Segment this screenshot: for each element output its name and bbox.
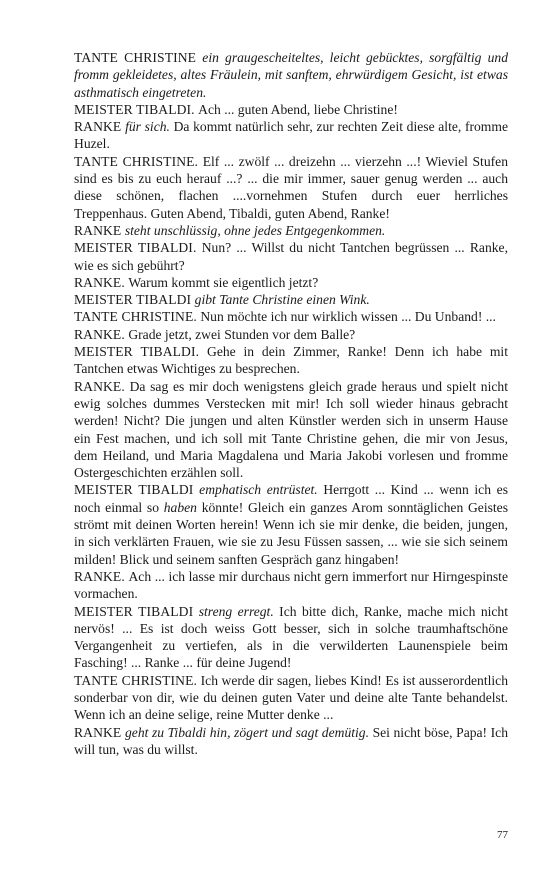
stage-direction: geht zu Tibaldi hin, zögert und sagt demütig. <box>125 724 369 740</box>
dialogue-text: Ach ... guten Abend, liebe Christine! <box>198 101 398 117</box>
stage-direction: haben <box>163 499 197 515</box>
speaker-name: MEISTER TIBALDI. <box>74 101 199 117</box>
dialogue-paragraph <box>74 49 508 101</box>
dialogue-paragraph <box>74 101 508 118</box>
dialogue-paragraph <box>74 378 508 482</box>
dialogue-paragraph <box>74 672 508 724</box>
speaker-name: TANTE CHRISTINE. <box>74 153 203 169</box>
stage-direction: für sich. <box>125 119 170 135</box>
speaker-name: RANKE. <box>74 378 130 394</box>
dialogue-text: Ich bitte dich, Ranke, mache mich nicht nervös! ... Es ist doch weiss Gott besser, sich in solche traumhaftschöne Vergangenheit zu vertiefen, als in die verwilderten Launenspiele beim Fasching! ... Ranke ... für deine Jugend! <box>74 603 508 671</box>
dialogue-paragraph <box>74 274 508 291</box>
speaker-name: RANKE. <box>74 274 129 290</box>
stage-direction: gibt Tante Christine einen Wink. <box>194 292 370 308</box>
speaker-name: MEISTER TIBALDI <box>74 603 199 619</box>
speaker-name: TANTE CHRISTINE. <box>74 672 201 688</box>
stage-direction: ein graugescheiteltes, leicht gebücktes, sorgfältig und fromm gekleidetes, altes Fräulein, mit sanftem, ehrwürdigem Gesicht, ist etwas asthmatisch eingetreten. <box>74 50 508 100</box>
dialogue-paragraph <box>74 343 508 378</box>
speaker-name: TANTE CHRISTINE. <box>74 309 201 325</box>
dialogue-paragraph <box>74 118 508 153</box>
dialogue-paragraph <box>74 291 508 308</box>
speaker-name: MEISTER TIBALDI. <box>74 344 208 360</box>
dialogue-paragraph <box>74 239 508 274</box>
dialogue-text: Elf ... zwölf ... dreizehn ... vierzehn ...! Wieviel Stufen sind es bis zu euch herauf ...? ... die mir immer, sauer genug werden ... auch diese schönen, flachen ....vornehmen Stufen durch euer herrliches Treppenhaus. Guten Abend, Tibaldi, guten Abend, Ranke! <box>74 153 508 221</box>
dialogue-text: Sei nicht böse, Papa! Ich will tun, was du willst. <box>74 724 509 757</box>
dialogue-text: Nun? ... Willst du nicht Tantchen begrüssen ... Ranke, wie es sich gebührt? <box>74 240 508 273</box>
dialogue-text: Ich werde dir sagen, liebes Kind! Es ist ausserordentlich sonderbar von dir, wie du deinen guten Vater und deine alte Tante behandelst. Wenn ich an deine selige, reine Mutter denke ... <box>74 672 508 723</box>
speaker-name: MEISTER TIBALDI <box>74 292 195 308</box>
speaker-name: MEISTER TIBALDI. <box>74 240 202 256</box>
dialogue-text: Warum kommt sie eigentlich jetzt? <box>128 274 319 290</box>
dialogue-text: Herrgott ... Kind ... wenn ich es noch einmal so <box>74 482 508 515</box>
speaker-name: RANKE. <box>74 326 129 342</box>
dialogue-paragraph <box>74 603 508 672</box>
stage-direction: streng erregt. <box>198 603 274 619</box>
stage-direction: emphatisch entrüstet. <box>199 482 318 498</box>
speaker-name: TANTE CHRISTINE <box>74 50 203 65</box>
dialogue-text: könnte! Gleich ein ganzes Arom sonntäglichen Geistes strömt mit deinen Worten herein! Wenn ich sie mir denke, die beiden, jungen, in sich verklärten Frauen, wie sie zu Jesu Füssen sassen, ... wie sie sich seinem milden! Blick und seinem sanften Gespräch ganz hingaben! <box>74 499 508 567</box>
dialogue-paragraph <box>74 568 508 603</box>
dialogue-text: Da sag es mir doch wenigstens gleich grade heraus und spielt nicht ewig solches dummes Verstecken mit mir! Ich soll wieder hinaus gebracht werden! Nicht? Die jungen und alten Künstler werden sich in unserm Hause ein Fest machen, und ich soll mit Tante Christine gehen, die mir von Jesus, dem Heiland, und Maria Magdalena und Maria Jakobi vorlesen und fromme Ostergeschichten erzählen soll. <box>74 378 508 481</box>
speaker-name: RANKE <box>74 724 125 740</box>
dialogue-text: Nun möchte ich nur wirklich wissen ... Du Unband! ... <box>200 309 496 325</box>
play-text <box>74 49 508 758</box>
dialogue-paragraph <box>74 222 508 239</box>
speaker-name: MEISTER TIBALDI <box>74 482 200 498</box>
page-number: 77 <box>497 829 508 841</box>
dialogue-paragraph <box>74 308 508 325</box>
dialogue-text: Gehe in dein Zimmer, Ranke! Denn ich habe mit Tantchen etwas Wichtiges zu besprechen. <box>74 344 508 377</box>
stage-direction: steht unschlüssig, ohne jedes Entgegenkommen. <box>124 222 386 238</box>
dialogue-paragraph <box>74 326 508 343</box>
speaker-name: RANKE. <box>74 568 129 584</box>
dialogue-text: Da kommt natürlich sehr, zur rechten Zeit diese alte, fromme Huzel. <box>74 119 508 152</box>
speaker-name: RANKE <box>74 119 126 135</box>
speaker-name: RANKE <box>74 222 125 238</box>
dialogue-paragraph <box>74 724 508 759</box>
dialogue-text: Grade jetzt, zwei Stunden vor dem Balle? <box>128 326 356 342</box>
dialogue-paragraph <box>74 153 508 222</box>
dialogue-paragraph <box>74 481 508 567</box>
dialogue-text: Ach ... ich lasse mir durchaus nicht gern immerfort nur Hirngespinste vormachen. <box>74 568 508 602</box>
